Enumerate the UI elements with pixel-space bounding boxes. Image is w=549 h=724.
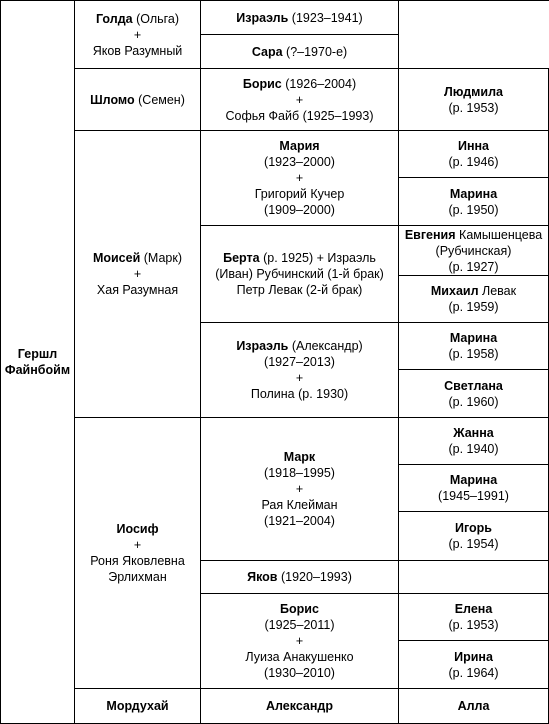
person-years: (р. 1958) [448, 347, 499, 361]
person-alt-surname: (Рубчинская) [435, 243, 512, 258]
person-alias: (Марк) [143, 251, 183, 265]
person-years: (1918–1995) [264, 466, 335, 480]
spouse-name: Григорий Кучер [254, 187, 345, 201]
person-years: (р. 1960) [448, 394, 499, 409]
person-name: Игорь [455, 521, 492, 535]
person-name: Мордухай [106, 699, 169, 713]
plus-sign: + [295, 171, 304, 185]
spouse-years: (1930–2010) [264, 666, 335, 680]
spouse-name: Рая Клейман [261, 498, 338, 512]
person-name: Голда [95, 11, 133, 26]
person-name: Израэль [236, 10, 289, 25]
child-cell-iosif [75, 418, 200, 688]
person-years: (?–1970-е) [286, 44, 348, 59]
person-years: (1925–2011) [264, 618, 335, 632]
root-name-line2: Файнбойм [4, 363, 71, 377]
person-name: Израэль [236, 339, 289, 353]
person-name: Моисей [92, 251, 141, 265]
person-name: Марина [449, 186, 498, 201]
person-name: Борис [242, 76, 282, 91]
person-years: (1923–1941) [291, 10, 363, 25]
person-name: Марк [283, 450, 316, 464]
person-alias: (Ольга) [136, 11, 180, 26]
great-grandchild-cell-evgenia [399, 226, 548, 275]
spouse-name: Софья Файб (1925–1993) [225, 108, 374, 123]
great-grandchild-cell-igor [399, 512, 548, 560]
great-grandchild-cell-marina-3 [399, 465, 548, 511]
plus-sign: + [295, 371, 304, 385]
grandchild-cell-sara [201, 35, 398, 68]
person-surname: Камышенцева [459, 227, 543, 242]
person-years: (р. 1927) [448, 259, 499, 274]
person-name: Марина [449, 331, 498, 345]
child-cell-moisey [75, 131, 200, 417]
grandchild-cell-berta [201, 226, 398, 322]
person-name: Людмила [443, 84, 504, 99]
person-name: Берта [223, 251, 260, 265]
plus-sign: + [133, 267, 142, 281]
grandchild-cell-israel-alexandr [201, 323, 398, 417]
great-grandchild-cell-marina [399, 178, 548, 225]
person-years: (р. 1959) [448, 300, 499, 314]
person-name: Шломо [90, 92, 135, 107]
great-grandchild-cell-svetlana [399, 370, 548, 417]
grandchild-cell-israel [201, 1, 398, 34]
great-grandchild-cell-lyudmila [399, 69, 548, 130]
spouse-name: Луиза Анакушенко [245, 650, 354, 664]
person-name: Сара [251, 44, 283, 59]
great-grandchild-cell-zhanna [399, 418, 548, 464]
spouse-name-line1: Роня Яковлевна [90, 554, 185, 568]
child-cell-mordukhay [75, 689, 200, 723]
person-name: Михаил [430, 284, 479, 298]
spouse-name: Полина (р. 1930) [250, 387, 349, 401]
person-alias: (Семен) [138, 92, 185, 107]
person-alias: (Александр) [291, 339, 363, 353]
person-years: (1927–2013) [264, 355, 335, 369]
person-name: Борис [280, 602, 319, 616]
spouse-line-1: (Иван) Рубчинский (1-й брак) [215, 267, 384, 281]
grandchild-cell-maria [201, 131, 398, 225]
plus-sign: + [133, 27, 142, 42]
person-detail: (р. 1925) + Израэль [263, 251, 376, 265]
plus-sign: + [133, 538, 142, 552]
grandchild-cell-mark [201, 418, 398, 560]
spouse-years: (1921–2004) [264, 514, 335, 528]
great-grandchild-cell-inna [399, 131, 548, 177]
person-name: Евгения [404, 227, 456, 242]
person-years: (р. 1953) [448, 618, 499, 632]
person-years: (р. 1953) [448, 100, 499, 115]
person-name: Александр [265, 699, 334, 713]
person-name: Яков [247, 570, 278, 584]
person-name: Марина [449, 473, 498, 487]
great-grandchild-cell-irina [399, 641, 548, 688]
person-years: (р. 1950) [448, 202, 499, 217]
great-grandchild-cell-mikhail [399, 276, 548, 322]
person-years: (р. 1946) [448, 155, 499, 169]
person-surname: Левак [482, 284, 517, 298]
great-grandchild-cell-elena [399, 594, 548, 640]
person-years: (1926–2004) [285, 76, 357, 91]
person-name: Алла [457, 699, 490, 713]
person-years: (р. 1964) [448, 665, 499, 680]
person-name: Ирина [454, 649, 493, 664]
great-grandchild-cell-marina-2 [399, 323, 548, 369]
person-name: Инна [457, 139, 490, 153]
person-years: (1923–2000) [264, 155, 335, 169]
spouse-line-2: Петр Левак (2-й брак) [236, 283, 363, 297]
person-years: (р. 1940) [448, 442, 499, 456]
child-cell-golda [75, 1, 200, 68]
person-years: (1945–1991) [438, 489, 509, 503]
root-ancestor-cell [0, 0, 75, 724]
child-cell-shlomo [75, 69, 200, 130]
great-grandchild-cell-alla [399, 689, 548, 723]
root-name-line1: Гершл [17, 347, 58, 361]
person-name: Иосиф [116, 522, 159, 536]
person-name: Светлана [444, 378, 503, 393]
person-years: (р. 1954) [448, 537, 499, 551]
great-grandchild-cell-empty [399, 561, 548, 593]
person-name: Елена [454, 602, 493, 616]
person-years: (1920–1993) [280, 570, 352, 584]
spouse-name: Хая Разумная [96, 283, 179, 297]
grandchild-cell-boris-2 [201, 594, 398, 688]
spouse-name-line2: Эрлихман [108, 570, 167, 584]
plus-sign: + [295, 634, 304, 648]
plus-sign: + [295, 92, 304, 107]
plus-sign: + [295, 482, 304, 496]
grandchild-cell-alexandr [201, 689, 398, 723]
spouse-years: (1909–2000) [264, 203, 335, 217]
person-name: Жанна [453, 426, 494, 440]
grandchild-cell-boris [201, 69, 398, 130]
person-name: Мария [279, 139, 320, 153]
spouse-name: Яков Разумный [92, 43, 183, 58]
grandchild-cell-yakov [201, 561, 398, 593]
